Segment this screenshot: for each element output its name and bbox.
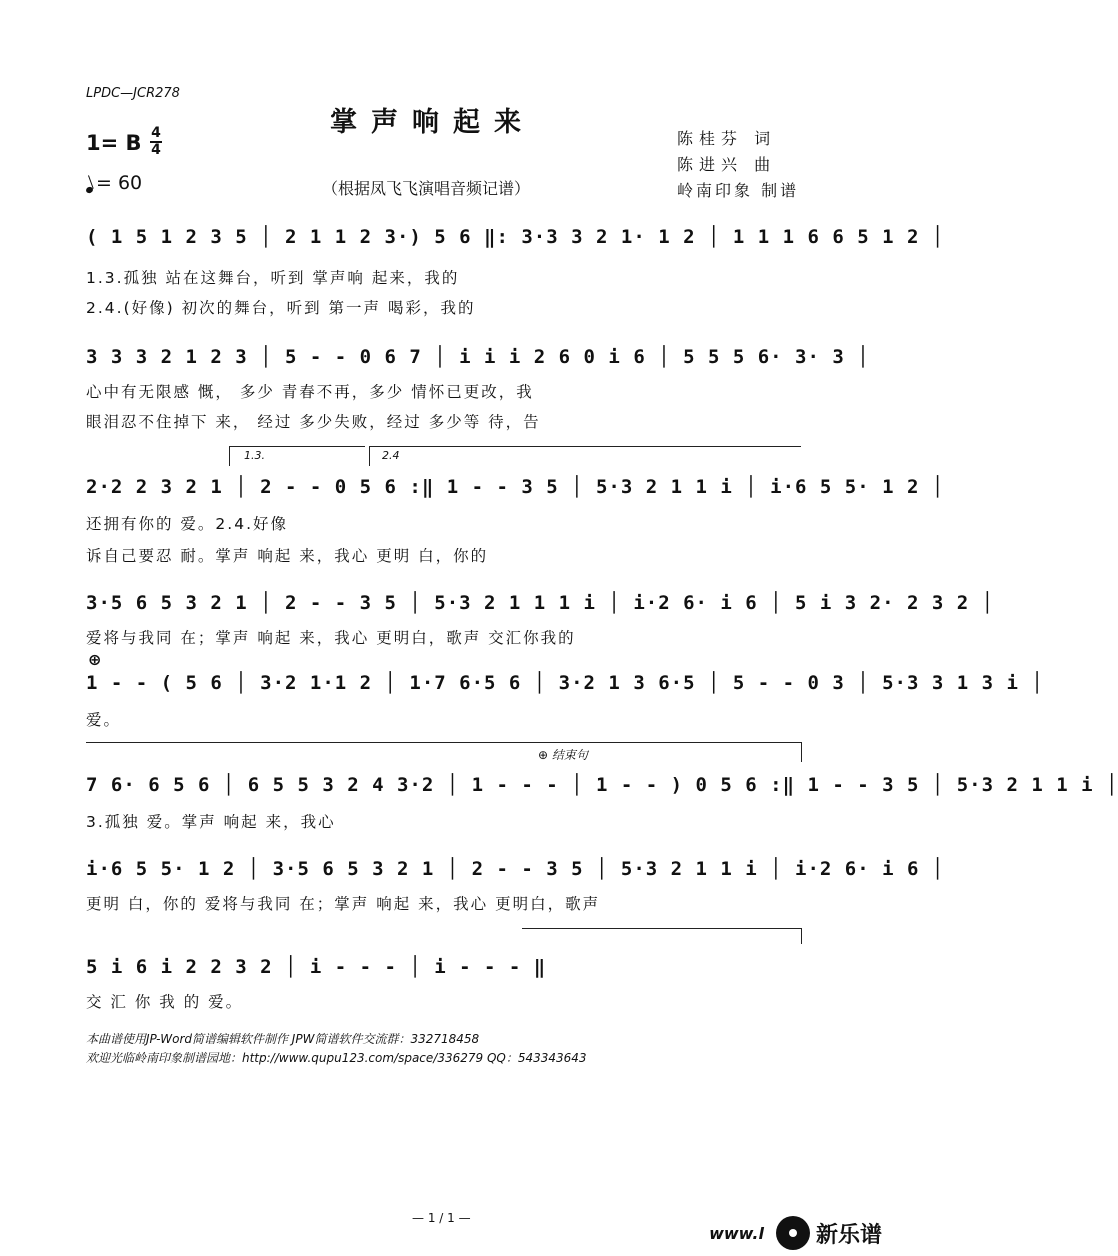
site-logo[interactable] — [709, 1216, 882, 1250]
ending-bracket-right — [801, 742, 802, 762]
page-number: — 1 / 1 — — [412, 1211, 471, 1225]
lyric-line-3a: 还拥有你的 爱。2.4.好像 — [86, 515, 289, 533]
music-line-7: i·6 5 5· 1 2 │ 3·5 6 5 3 2 1 │ 2 - - 3 5 │ 5·3 2 1 1 i │ i·2 6· i 6 │ — [86, 858, 945, 880]
music-line-8: 5 i 6 i 2 2 3 2 │ i - - - │ i - - - ‖ — [86, 956, 547, 978]
quarter-note-icon — [85, 186, 94, 194]
source-note: （根据凤飞飞演唱音频记谱） — [322, 179, 531, 198]
tempo-value: = 60 — [96, 172, 143, 194]
footer-line-2: 欢迎光临岭南印象制谱园地：http://www.qupu123.com/space/336279 QQ：543343643 — [86, 1051, 587, 1065]
footer-line-1: 本曲谱使用JP-Word简谱编辑软件制作 JPW简谱软件交流群：332718458 — [86, 1032, 480, 1046]
lyric-line-8a: 交 汇 你 我 的 爱。 — [86, 993, 244, 1011]
volta-2-left — [369, 446, 370, 466]
ending-label: ⊕ 结束句 — [538, 748, 588, 762]
music-line-4: 3·5 6 5 3 2 1 │ 2 - - 3 5 │ 5·3 2 1 1 1 i │ i·2 6· i 6 │ 5 i 3 2· 2 3 2 │ — [86, 592, 995, 614]
volta-1-label: 1.3. — [244, 449, 265, 462]
time-signature — [150, 127, 162, 157]
final-bracket — [522, 928, 802, 929]
lyric-line-6a: 3.孤独 爱。掌声 响起 来，我心 — [86, 813, 336, 831]
lyric-line-1b: 2.4.(好像) 初次的舞台，听到 第一声 喝彩，我的 — [86, 299, 476, 317]
time-signature-bottom: 4 — [151, 142, 161, 158]
lyric-line-4a: 爱将与我同 在；掌声 响起 来，我心 更明白，歌声 交汇你我的 — [86, 629, 576, 647]
tempo-mark — [86, 172, 142, 194]
final-bracket-right — [801, 928, 802, 944]
lyric-line-1a: 1.3.孤独 站在这舞台，听到 掌声响 起来，我的 — [86, 269, 460, 287]
music-line-2: 3 3 3 2 1 2 3 │ 5 - - 0 6 7 │ i i i 2 6 0 i 6 │ 5 5 5 6· 3· 3 │ — [86, 346, 870, 368]
ending-bracket — [86, 742, 802, 743]
lyric-line-2a: 心中有无限感 慨， 多少 青春不再，多少 情怀已更改，我 — [86, 383, 534, 401]
music-disc-icon — [776, 1216, 810, 1250]
key-signature: 1= B — [86, 131, 142, 155]
lyricist-credit: 陈桂芬 词 — [677, 129, 777, 148]
arranger-credit: 岭南印象 制谱 — [677, 181, 800, 200]
music-line-3: 2·2 2 3 2 1 │ 2 - - 0 5 6 :‖ 1 - - 3 5 │ 5·3 2 1 1 i │ i·6 5 5· 1 2 │ — [86, 476, 945, 498]
music-line-5: 1 - - ( 5 6 │ 3·2 1·1 2 │ 1·7 6·5 6 │ 3·2 1 3 6·5 │ 5 - - 0 3 │ 5·3 3 1 3 i │ — [86, 672, 1044, 694]
lyric-line-2b: 眼泪忍不住掉下 来， 经过 多少失败，经过 多少等 待，告 — [86, 413, 541, 431]
music-line-1: ( 1 5 1 2 3 5 │ 2 1 1 2 3·) 5 6 ‖: 3·3 3 2 1· 1 2 │ 1 1 1 6 6 5 1 2 │ — [86, 226, 945, 248]
volta-1-left — [229, 446, 230, 466]
lyric-line-3b: 诉自己要忍 耐。掌声 响起 来，我心 更明 白，你的 — [86, 547, 489, 565]
music-line-6: 7 6· 6 5 6 │ 6 5 5 3 2 4 3·2 │ 1 - - - │ 1 - - ) 0 5 6 :‖ 1 - - 3 5 │ 5·3 2 1 1 i │ — [86, 774, 1118, 796]
composer-credit: 陈进兴 曲 — [677, 155, 777, 174]
time-signature-top: 4 — [151, 125, 161, 141]
lyric-line-7a: 更明 白，你的 爱将与我同 在；掌声 响起 来，我心 更明白，歌声 — [86, 895, 601, 913]
logo-brand: 新乐谱 — [815, 1222, 882, 1248]
logo-www: www.l — [709, 1223, 764, 1243]
volta-1-bracket — [229, 446, 365, 447]
score-code: LPDC—JCR278 — [86, 86, 180, 101]
song-title: 掌声响起来 — [330, 107, 535, 138]
volta-2-label: 2.4 — [382, 449, 400, 462]
volta-2-bracket — [369, 446, 801, 447]
coda-sign-icon: ⊕ — [88, 650, 102, 669]
lyric-line-5a: 爱。 — [86, 711, 122, 729]
